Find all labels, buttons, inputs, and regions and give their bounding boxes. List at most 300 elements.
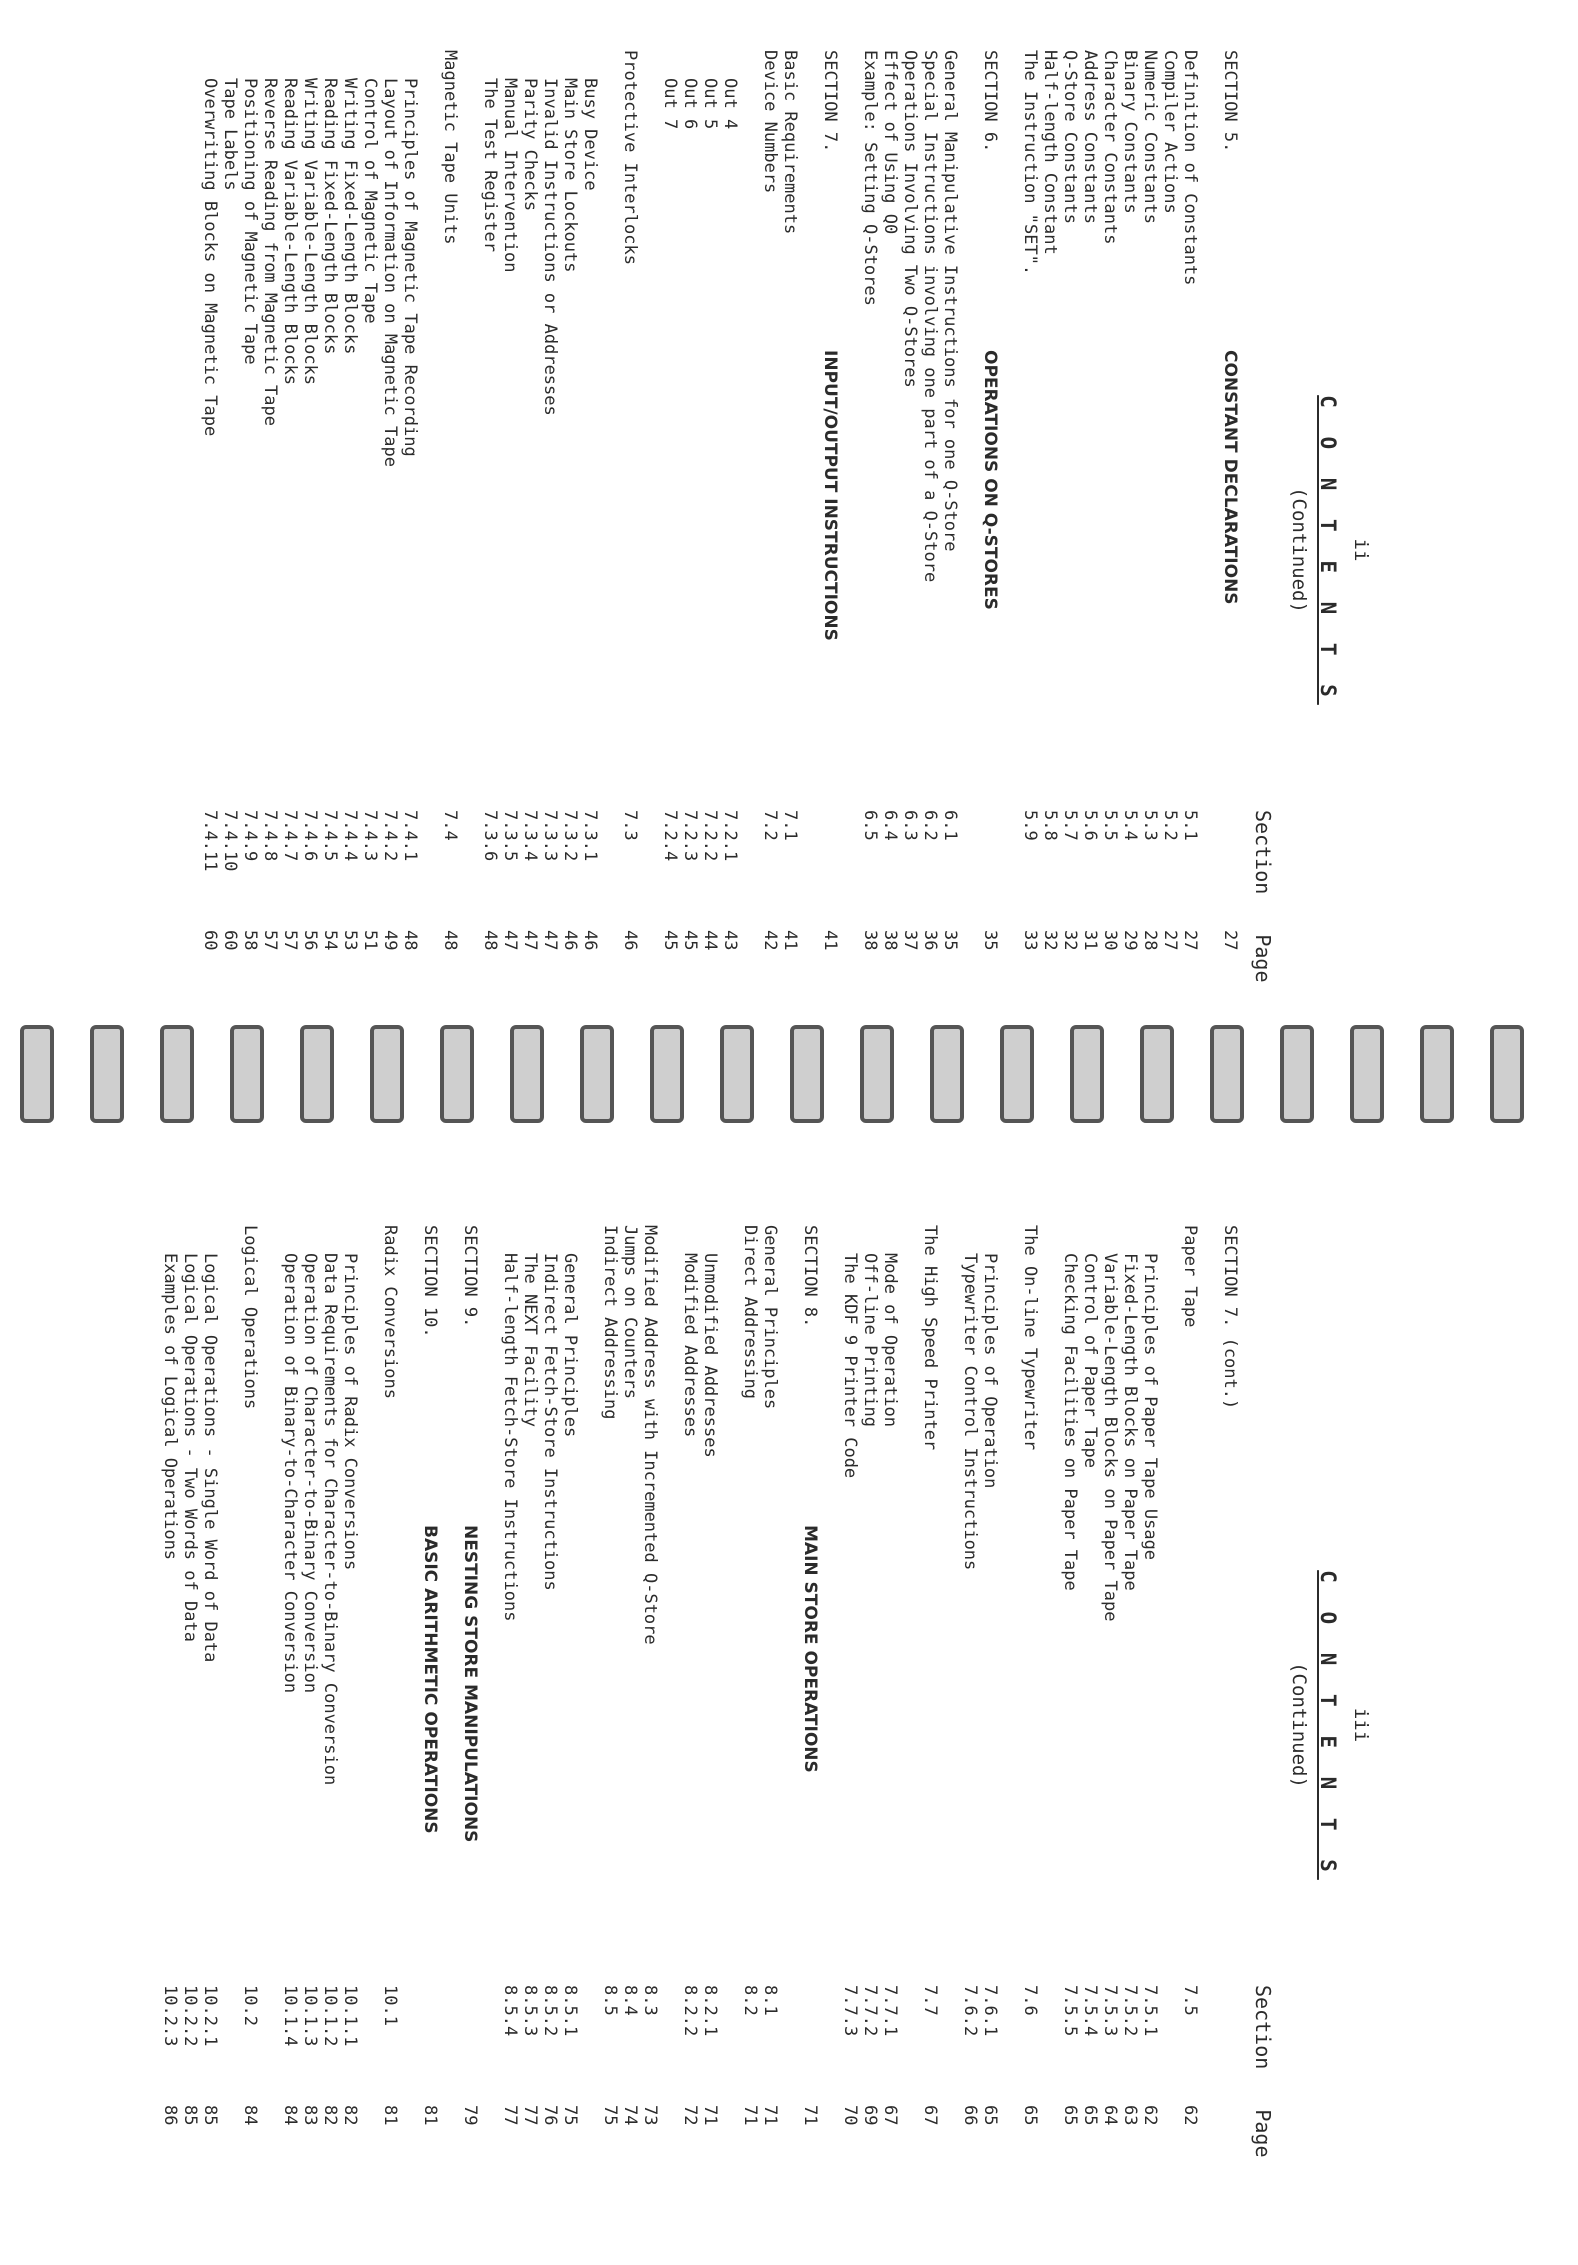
toc-entry [280,1225,300,2265]
toc-entry-label: Definition of Constants [1180,50,1200,286]
toc-entry [500,1225,520,2265]
toc-entry-page: 27 [1180,930,1200,951]
toc-entry [860,1225,880,2265]
toc-entry [1060,1225,1080,2265]
toc-entry-page: 36 [920,930,940,951]
toc-spacer [1040,1225,1060,2265]
toc-entry-section: 6.4 [880,810,900,841]
toc-entry-label: Direct Addressing [740,1225,760,1399]
toc-entry [780,50,800,1090]
toc-spacer [440,1225,460,2265]
toc-entry [220,50,240,1090]
toc-entry-page: 82 [340,2105,360,2126]
toc-entry-label: Indirect Addressing [600,1225,620,1420]
toc-entry-label: Compiler Actions [1160,50,1180,214]
toc-entry-label: Magnetic Tape Units [440,50,460,245]
toc-entry-label: The KDF 9 Printer Code [840,1253,860,1479]
toc-entry [720,50,740,1090]
toc-entry [960,1225,980,2265]
toc-spacer [420,50,440,1090]
toc-entry-page: 35 [980,930,1000,951]
toc-entry [1180,50,1200,1090]
toc-entry-page: 64 [1100,2105,1120,2126]
toc-entry-section: 8.5 [600,1985,620,2016]
toc-entry-label: Off-line Printing [860,1253,880,1427]
toc-entry-page: 71 [760,2105,780,2126]
toc-entry-section: 8.1 [760,1985,780,2016]
toc-entry [760,50,780,1090]
toc-entry-section: 7.6.1 [980,1985,1000,2037]
toc-entry-label: Control of Magnetic Tape [360,78,380,324]
toc-spacer [940,1225,960,2265]
toc-entry-page: 45 [660,930,680,951]
toc-entry [280,50,300,1090]
toc-entry-label: General Manipulative Instructions for one Q-Store [940,50,960,552]
toc-entry-label: Half-length Fetch-Store Instructions [500,1253,520,1622]
toc-entry-label: Q-Store Constants [1060,50,1080,224]
toc-entry [1120,50,1140,1090]
toc-entry-page: 71 [700,2105,720,2126]
toc-entry-section: 8.5.3 [520,1985,540,2037]
toc-entry-page: 81 [380,2105,400,2126]
toc-entry-label: SECTION 9. [460,1225,480,1328]
toc-entry-page: 82 [320,2105,340,2126]
toc-entry [1100,1225,1120,2265]
toc-entry-section: 10.2.3 [160,1985,180,2047]
toc-entry-page: 62 [1180,2105,1200,2126]
toc-entry-section: 6.2 [920,810,940,841]
toc-entry-page: 67 [920,2105,940,2126]
toc-entry-label: Layout of Information on Magnetic Tape [380,78,400,467]
toc-entry-page: 43 [720,930,740,951]
toc-entry-section: 7.4.1 [400,810,420,862]
toc-entry [380,50,400,1090]
toc-entry-label: Examples of Logical Operations [160,1253,180,1561]
toc-entry-section: 5.3 [1140,810,1160,841]
page-column-header: Page [1251,934,1275,983]
binding-ring [930,1025,964,1123]
toc-entry-label: The High Speed Printer [920,1225,940,1451]
toc-entry-section: 7.4.5 [320,810,340,862]
toc-entry [1220,50,1240,1090]
toc-entry-page: 74 [620,2105,640,2126]
toc-entry-label: Tape Labels [220,78,240,191]
toc-entry-page: 71 [740,2105,760,2126]
toc-entry-page: 38 [880,930,900,951]
toc-entry-page: 47 [540,930,560,951]
toc-entry [360,50,380,1090]
toc-entry [1140,1225,1160,2265]
toc-entry-page: 81 [420,2105,440,2126]
toc-entry-section: 7.4.10 [220,810,240,872]
section-title: NESTING STORE MANIPULATIONS [460,1525,480,1843]
toc-entry [1140,50,1160,1090]
toc-entry [620,1225,640,2265]
toc-entry-section: 7.3.5 [500,810,520,862]
toc-entry-section: 8.4 [620,1985,640,2016]
toc-entry-page: 28 [1140,930,1160,951]
toc-entry-label: Out 4 [720,78,740,130]
toc-entry-page: 46 [620,930,640,951]
toc-entry-page: 66 [960,2105,980,2126]
toc-spacer [480,1225,500,2265]
toc-entry-label: Principles of Paper Tape Usage [1140,1253,1160,1561]
toc-entry [560,1225,580,2265]
binding-ring [1490,1025,1524,1123]
binding-ring [1420,1025,1454,1123]
toc-spacer [360,1225,380,2265]
toc-entry-page: 41 [820,930,840,951]
column-headers [1251,810,1275,983]
toc-entry-label: Address Constants [1080,50,1100,224]
toc-spacer [820,1225,840,2265]
toc-entry-section: 7.7 [920,1985,940,2016]
toc-entry-label: Data Requirements for Character-to-Binary Conversion [320,1253,340,1786]
toc-entry-label: Principles of Magnetic Tape Recording [400,78,420,457]
toc-entry-page: 84 [240,2105,260,2126]
toc-entry-section: 8.5.1 [560,1985,580,2037]
toc-entry [820,50,840,1090]
toc-spacer [720,1225,740,2265]
toc-entry-section: 5.6 [1080,810,1100,841]
toc-entry-page: 75 [600,2105,620,2126]
toc-spacer [840,50,860,1090]
toc-entry-label: Writing Variable-Length Blocks [300,78,320,386]
toc-entry [380,1225,400,2265]
toc-entry-label: Out 7 [660,78,680,130]
toc-entry-label: SECTION 7. (cont.) [1220,1225,1240,1410]
toc-entry [420,1225,440,2265]
toc-entry-label: Half-length Constant [1040,50,1060,255]
toc-entry-section: 7.4.11 [200,810,220,872]
toc-entry-section: 5.7 [1060,810,1080,841]
toc-entry-section: 7.2.4 [660,810,680,862]
toc-entry [300,1225,320,2265]
toc-entry-page: 32 [1060,930,1080,951]
toc-entry [760,1225,780,2265]
toc-entry [320,1225,340,2265]
toc-entry-page: 41 [780,930,800,951]
toc-entry-section: 7.5.4 [1080,1985,1100,2037]
toc-list [160,1225,1240,2265]
toc-entry-section: 5.4 [1120,810,1140,841]
toc-entry-label: Fixed-Length Blocks on Paper Tape [1120,1253,1140,1591]
toc-entry [880,50,900,1090]
toc-entry-label: Modified Address with Incremented Q-Store [640,1225,660,1645]
toc-entry-section: 7.3.2 [560,810,580,862]
toc-entry-page: 47 [500,930,520,951]
toc-entry-section: 8.3 [640,1985,660,2016]
toc-entry [260,50,280,1090]
toc-entry [440,50,460,1090]
toc-entry-page: 46 [580,930,600,951]
toc-entry-page: 75 [560,2105,580,2126]
toc-entry-page: 67 [880,2105,900,2126]
toc-entry [980,1225,1000,2265]
toc-entry [160,1225,180,2265]
toc-entry-label: Out 5 [700,78,720,130]
toc-entry-page: 53 [340,930,360,951]
toc-entry [1040,50,1060,1090]
toc-entry [840,1225,860,2265]
toc-entry-label: Out 6 [680,78,700,130]
toc-entry-page: 65 [1060,2105,1080,2126]
toc-entry [200,1225,220,2265]
toc-entry-page: 58 [240,930,260,951]
toc-entry-label: Operations Involving Two Q-Stores [900,50,920,388]
toc-entry-section: 7.2.1 [720,810,740,862]
toc-entry-page: 77 [500,2105,520,2126]
toc-entry-section: 7.7.3 [840,1985,860,2037]
toc-entry [540,50,560,1090]
toc-spacer [960,50,980,1090]
toc-entry [1100,50,1120,1090]
toc-entry-section: 5.8 [1040,810,1060,841]
toc-entry-label: Principles of Operation [980,1253,1000,1489]
binding-ring [790,1025,824,1123]
binding-ring [440,1025,474,1123]
toc-entry-page: 60 [220,930,240,951]
toc-entry-label: Radix Conversions [380,1225,400,1399]
toc-entry [1080,50,1100,1090]
toc-entry-label: Overwriting Blocks on Magnetic Tape [200,78,220,437]
toc-entry-section: 6.1 [940,810,960,841]
toc-entry-label: Reading Fixed-Length Blocks [320,78,340,355]
section-title: OPERATIONS ON Q-STORES [980,350,1000,610]
toc-spacer [400,1225,420,2265]
binding-ring [580,1025,614,1123]
toc-entry-section: 7.4.8 [260,810,280,862]
toc-entry-label: Numeric Constants [1140,50,1160,224]
toc-entry-label: SECTION 7. [820,50,840,153]
toc-entry-section: 10.1 [380,1985,400,2026]
toc-entry-label: Unmodified Addresses [700,1253,720,1458]
toc-entry-section: 7.2 [760,810,780,841]
toc-entry-page: 35 [940,930,960,951]
toc-entry-page: 56 [300,930,320,951]
toc-entry-page: 86 [160,2105,180,2126]
toc-entry-label: Mode of Operation [880,1253,900,1427]
toc-entry [900,50,920,1090]
toc-entry-page: 42 [760,930,780,951]
section-column-header: Section [1251,810,1275,895]
toc-spacer [640,50,660,1090]
toc-entry [500,50,520,1090]
toc-entry-page: 65 [980,2105,1000,2126]
binding-ring [1070,1025,1104,1123]
toc-entry [1080,1225,1100,2265]
toc-spacer [800,50,820,1090]
toc-entry-label: Manual Intervention [500,78,520,273]
toc-entry-label: General Principles [760,1225,780,1410]
contents-title: C O N T E N T S [1316,1570,1340,1880]
toc-entry [1020,1225,1040,2265]
toc-entry [240,50,260,1090]
toc-entry-page: 27 [1220,930,1240,951]
toc-entry-section: 7.3 [620,810,640,841]
page-number: iii [1350,1707,1372,1743]
toc-entry [1020,50,1040,1090]
toc-entry-section: 7.7.1 [880,1985,900,2037]
toc-entry-section: 7.1 [780,810,800,841]
binding-ring [650,1025,684,1123]
binding-ring [1000,1025,1034,1123]
toc-entry [860,50,880,1090]
binding-ring [510,1025,544,1123]
spiral-binding [0,1000,1578,1140]
toc-entry-label: Logical Operations - Two Words of Data [180,1253,200,1642]
toc-entry-section: 7.4.6 [300,810,320,862]
toc-entry-label: Reading Variable-Length Blocks [280,78,300,386]
toc-entry [1220,1225,1240,2265]
toc-entry [920,50,940,1090]
toc-entry [920,1225,940,2265]
toc-spacer [220,1225,240,2265]
toc-spacer [600,50,620,1090]
toc-spacer [260,1225,280,2265]
toc-entry-section: 8.2 [740,1985,760,2016]
binding-ring [20,1025,54,1123]
toc-entry [1120,1225,1140,2265]
toc-entry-section: 10.1.2 [320,1985,340,2047]
toc-entry-page: 85 [180,2105,200,2126]
toc-entry [940,50,960,1090]
toc-entry-label: Example: Setting Q-Stores [860,50,880,306]
toc-entry-label: Jumps on Counters [620,1225,640,1399]
toc-spacer [1160,1225,1180,2265]
toc-entry-label: SECTION 6. [980,50,1000,153]
toc-entry-section: 7.4.2 [380,810,400,862]
toc-entry-section: 7.3.4 [520,810,540,862]
toc-entry [400,50,420,1090]
toc-entry [320,50,340,1090]
toc-entry-page: 48 [480,930,500,951]
toc-spacer [1200,50,1220,1090]
toc-entry [680,1225,700,2265]
toc-entry-page: 38 [860,930,880,951]
page-number: ii [1350,538,1372,562]
toc-entry-section: 7.6.2 [960,1985,980,2037]
toc-entry-section: 10.1.3 [300,1985,320,2047]
binding-ring [1350,1025,1384,1123]
toc-entry [520,50,540,1090]
toc-entry [240,1225,260,2265]
toc-entry-section: 7.7.2 [860,1985,880,2037]
toc-entry [880,1225,900,2265]
binding-ring [1210,1025,1244,1123]
toc-entry-page: 49 [380,930,400,951]
toc-entry [700,1225,720,2265]
toc-entry-section: 10.2 [240,1985,260,2026]
toc-entry-section: 5.5 [1100,810,1120,841]
toc-entry-label: Special Instructions involving one part of a Q-Store [920,50,940,583]
continued-label: (Continued) [1288,487,1310,613]
toc-entry-section: 7.5 [1180,1985,1200,2016]
toc-entry [180,1225,200,2265]
toc-entry-section: 5.1 [1180,810,1200,841]
toc-entry-section: 8.2.2 [680,1985,700,2037]
toc-entry-label: SECTION 10. [420,1225,440,1338]
toc-entry [980,50,1000,1090]
toc-entry [200,50,220,1090]
left-page [0,10,1390,1090]
toc-entry [1060,50,1080,1090]
toc-entry-page: 44 [700,930,720,951]
toc-entry [600,1225,620,2265]
toc-list [200,50,1240,1090]
toc-entry-page: 45 [680,930,700,951]
toc-entry-label: Principles of Radix Conversions [340,1253,360,1571]
toc-entry-label: Positioning of Magnetic Tape [240,78,260,365]
toc-entry-section: 10.1.1 [340,1985,360,2047]
toc-entry-section: 7.4.4 [340,810,360,862]
toc-entry [640,1225,660,2265]
toc-spacer [740,50,760,1090]
toc-entry-section: 7.3.3 [540,810,560,862]
binding-ring [1140,1025,1174,1123]
toc-entry-page: 33 [1020,930,1040,951]
toc-entry-label: Operation of Character-to-Binary Conversion [300,1253,320,1694]
binding-ring [160,1025,194,1123]
toc-entry-page: 71 [800,2105,820,2126]
toc-entry [300,50,320,1090]
toc-spacer [1000,1225,1020,2265]
toc-entry-label: SECTION 5. [1220,50,1240,153]
toc-entry-label: Reverse Reading from Magnetic Tape [260,78,280,426]
toc-entry-section: 7.5.2 [1120,1985,1140,2037]
toc-entry-label: SECTION 8. [800,1225,820,1328]
toc-entry-section: 6.5 [860,810,880,841]
toc-entry-page: 51 [360,930,380,951]
toc-entry-label: Binary Constants [1120,50,1140,214]
toc-entry-section: 7.4 [440,810,460,841]
toc-entry-section: 8.5.4 [500,1985,520,2037]
toc-entry-section: 7.3.1 [580,810,600,862]
toc-entry [460,1225,480,2265]
toc-entry-page: 29 [1120,930,1140,951]
toc-entry-page: 32 [1040,930,1060,951]
binding-ring [370,1025,404,1123]
toc-entry-page: 85 [200,2105,220,2126]
toc-entry-page: 65 [1080,2105,1100,2126]
toc-entry-label: Indirect Fetch-Store Instructions [540,1253,560,1591]
toc-spacer [900,1225,920,2265]
binding-ring [230,1025,264,1123]
toc-entry-page: 72 [680,2105,700,2126]
toc-entry-label: Variable-Length Blocks on Paper Tape [1100,1253,1120,1622]
toc-entry-label: Effect of Using Q0 [880,50,900,235]
binding-ring [300,1025,334,1123]
section-title: BASIC ARITHMETIC OPERATIONS [420,1525,440,1834]
toc-entry-page: 31 [1080,930,1100,951]
toc-entry-section: 8.5.2 [540,1985,560,2037]
toc-entry-page: 27 [1160,930,1180,951]
toc-entry-label: Typewriter Control Instructions [960,1253,980,1571]
toc-entry-label: Basic Requirements [780,50,800,235]
page-column-header: Page [1251,2109,1275,2158]
toc-spacer [460,50,480,1090]
section-title: MAIN STORE OPERATIONS [800,1525,820,1773]
toc-entry-page: 48 [440,930,460,951]
toc-entry-page: 79 [460,2105,480,2126]
toc-entry-label: Character Constants [1100,50,1120,245]
toc-entry-page: 73 [640,2105,660,2126]
toc-entry [620,50,640,1090]
toc-entry-section: 7.5.5 [1060,1985,1080,2037]
toc-entry [560,50,580,1090]
toc-spacer [1000,50,1020,1090]
toc-entry-label: The On-line Typewriter [1020,1225,1040,1451]
